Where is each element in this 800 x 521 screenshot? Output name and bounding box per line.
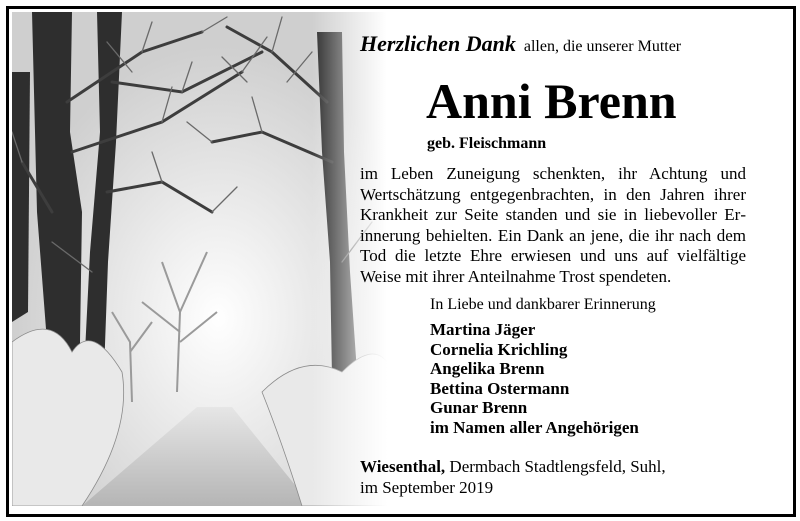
signer-name: Angelika Brenn <box>430 359 545 379</box>
thanks-subheading: allen, die unserer Mutter <box>523 38 682 55</box>
maiden-name: geb. Fleischmann <box>427 135 547 152</box>
place-and-date <box>360 457 666 498</box>
thanks-heading: Herzlichen Dank <box>360 31 516 56</box>
thanks-body-text: im Leben Zuneigung schenkten, ihr Achtung und Wertschätzung entgegenbrachten, in den Jahren ihrer Krankheit zur Seite standen und sie in liebevoller Erinnerung behielten. Ein Dank an jene, die ihr nach dem Tod die letzte Ehre erwiesen und uns auf vielfältige Weise mit ihrer Anteilnahme Trost spendeten. <box>360 164 746 286</box>
signoff-intro: In Liebe und dankbarer Erinnerung <box>430 296 656 313</box>
signer-name: Martina Jäger <box>430 320 536 339</box>
winter-forest-path-image <box>12 12 387 506</box>
signer-name: Cornelia Krichling <box>430 339 568 359</box>
notice-date: im September 2019 <box>360 477 494 497</box>
signer-relatives-line: im Namen aller Angehörigen <box>430 417 639 437</box>
signer-name: Gunar Brenn <box>430 398 528 418</box>
notice-text-column <box>354 9 749 514</box>
deceased-name: Anni Brenn <box>426 73 677 129</box>
signers-list <box>430 320 639 438</box>
thanks-headline <box>360 31 681 57</box>
place-others: Dermbach Stadtlengsfeld, Suhl, <box>449 457 666 476</box>
obituary-notice <box>6 6 796 517</box>
signer-name: Bettina Ostermann <box>430 378 570 398</box>
place-town: Wiesenthal, <box>360 457 446 476</box>
